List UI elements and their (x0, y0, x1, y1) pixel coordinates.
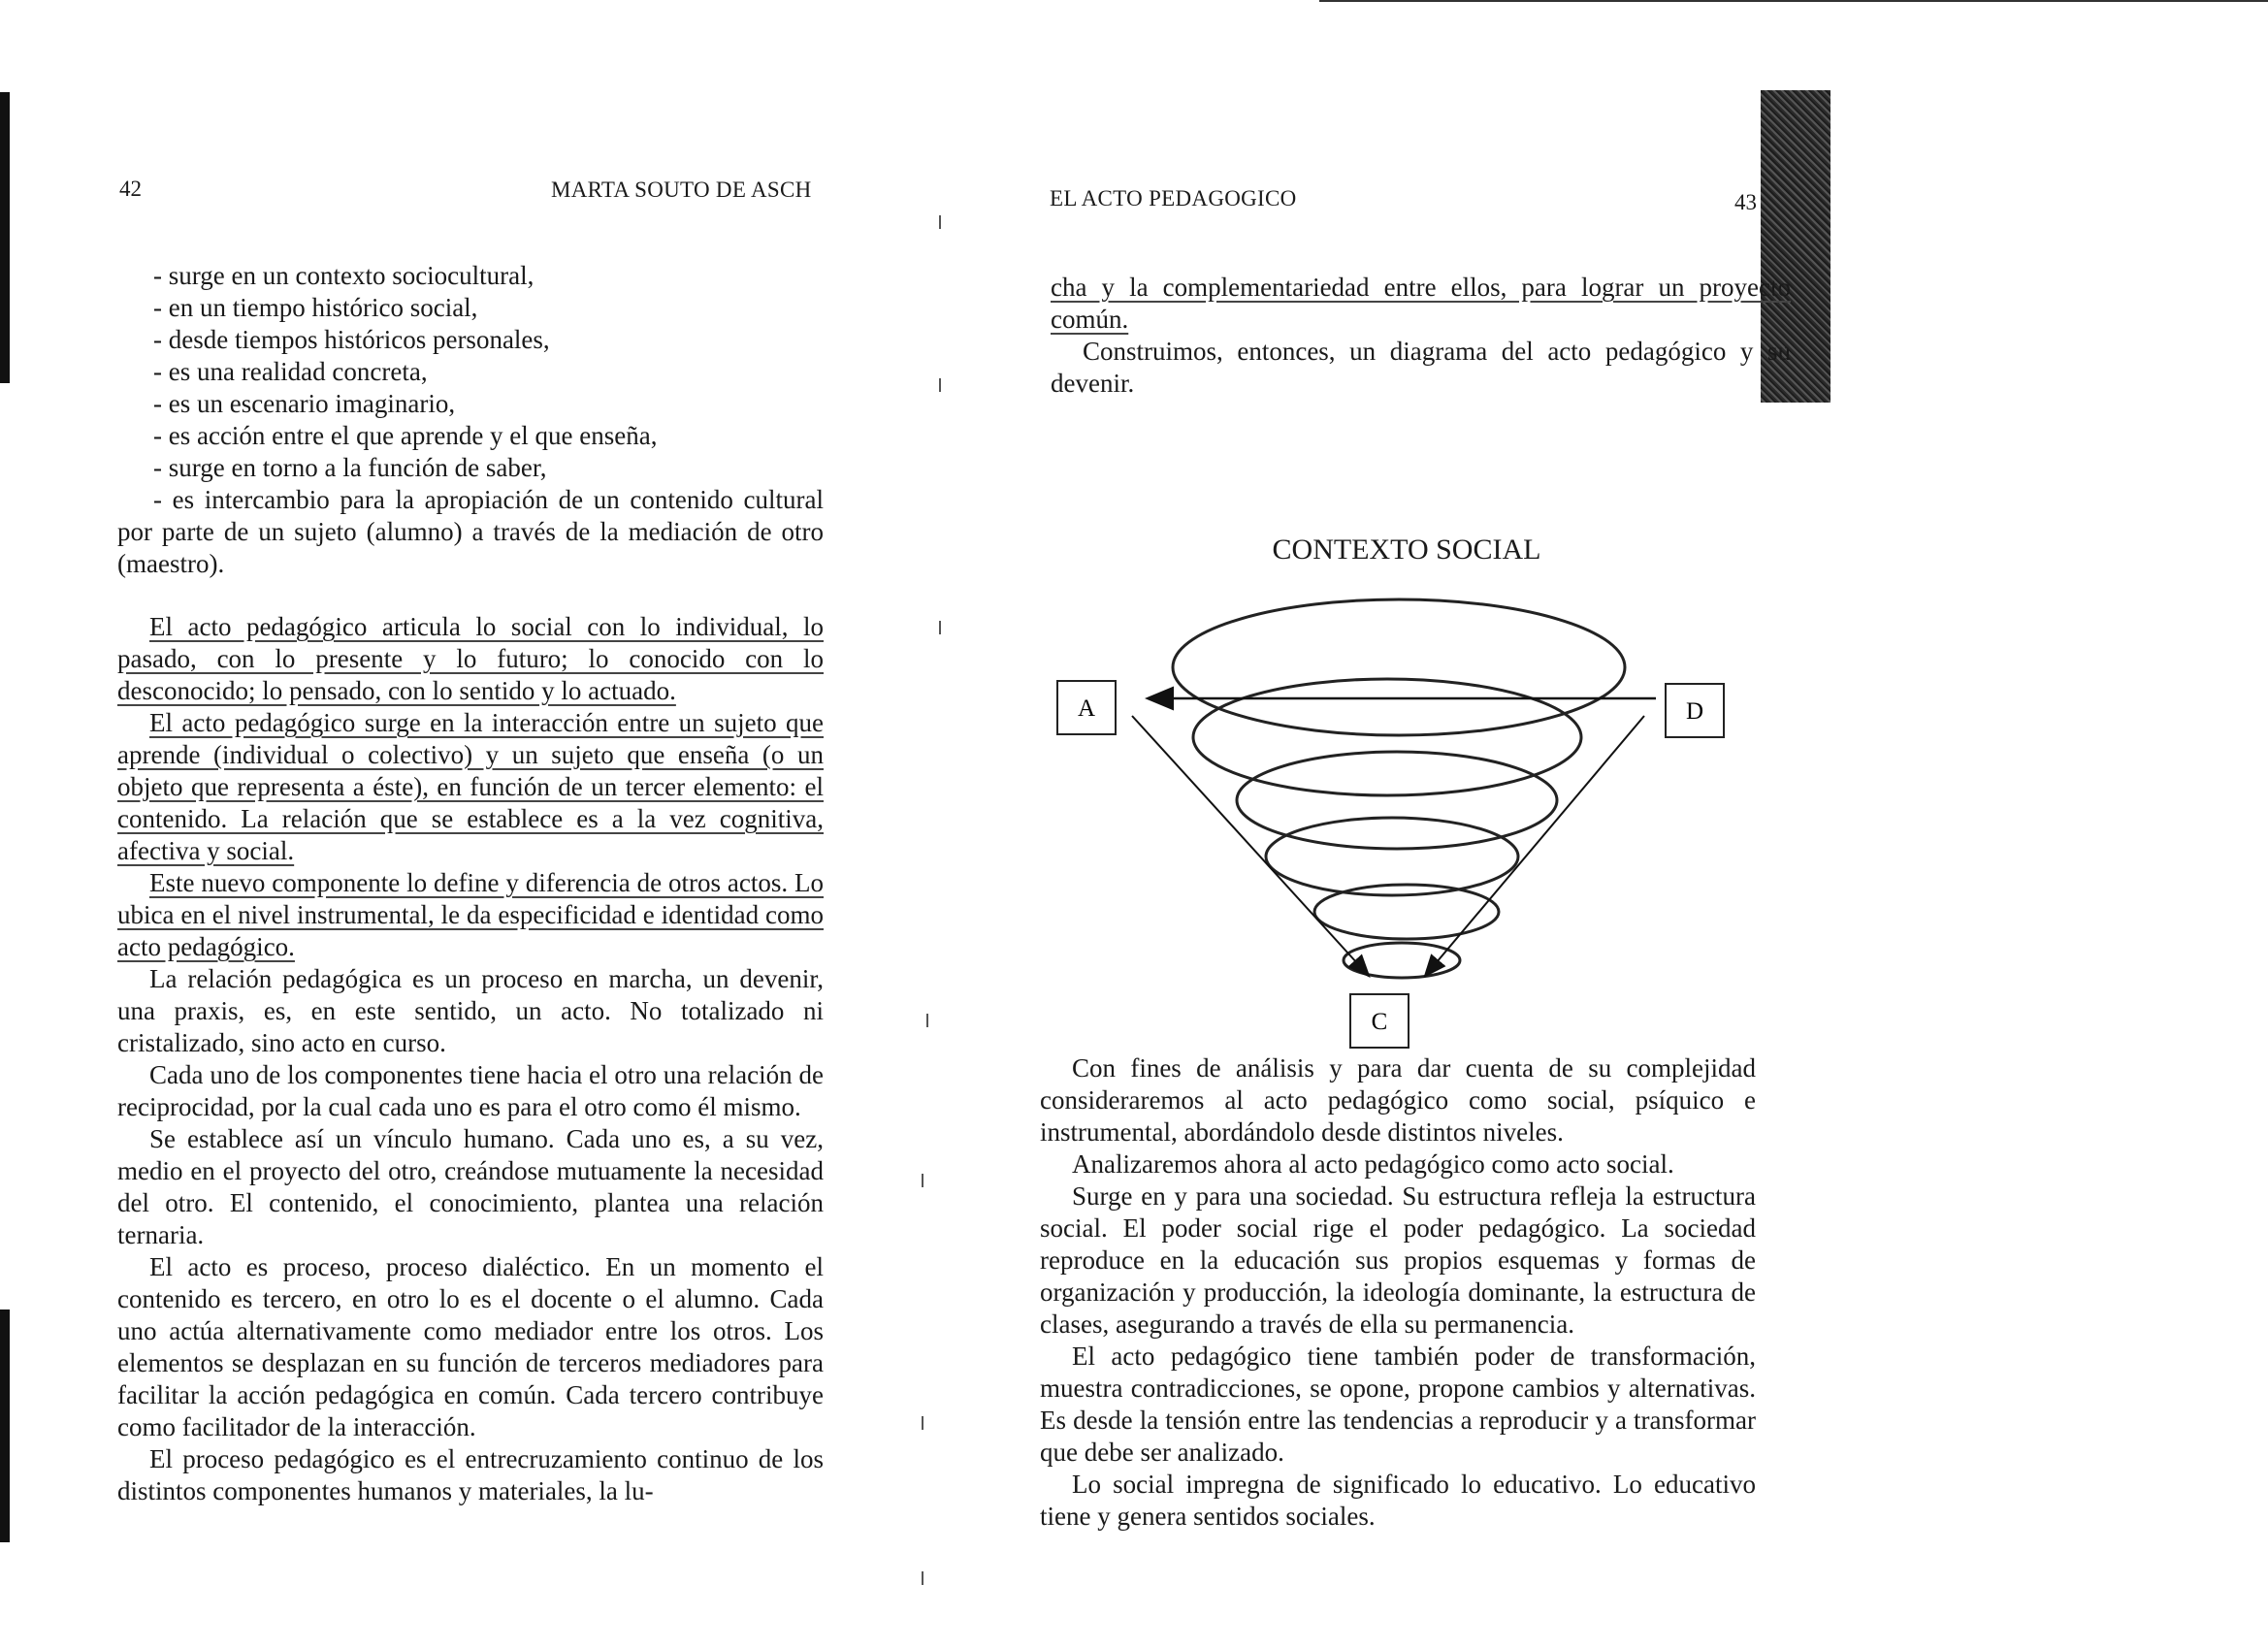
gutter-mark (939, 621, 941, 634)
paragraph: Con fines de análisis y para dar cuenta de su complejidad consideraremos al acto pedagógico como social, psíquico e instrumental, abordándolo desde distintos niveles. (1040, 1053, 1756, 1147)
left-page (0, 0, 931, 1649)
paragraph: Se establece así un vínculo humano. Cada uno es, a su vez, medio en el proyecto del otro, creándose mutuamente la necesidad del otro. El contenido, el conocimiento, plantea una relación ternaria. (117, 1124, 824, 1249)
gutter-mark (939, 378, 941, 392)
page-number: 42 (119, 177, 142, 201)
box-d-label: D (1685, 698, 1704, 725)
running-head: MARTA SOUTO DE ASCH (551, 178, 812, 202)
paragraph: El proceso pedagógico es el entrecruzamiento continuo de los distintos componentes humanos y materiales, la lu- (117, 1444, 824, 1505)
list-item: - es una realidad concreta, (153, 357, 428, 386)
paragraph: Construimos, entonces, un diagrama del acto pedagógico y su devenir. (1051, 337, 1791, 398)
paragraph: El acto es proceso, proceso dialéctico. En un momento el contenido es tercero, en otro lo es el docente o el alumno. Cada uno actúa alternativamente como mediador entre los otros. Los elementos se desplazan en su función de terceros mediadores para facilitar la acción pedagógica en común. Cada tercero contribuye como facilitador de la interacción. (117, 1252, 824, 1441)
paragraph: El acto pedagógico articula lo social con lo individual, lo pasado, con lo presente y lo futuro; lo conocido con lo desconocido; lo pensado, con lo sentido y lo actuado. (117, 612, 824, 705)
list-item: - desde tiempos históricos personales, (153, 325, 550, 354)
list-item: - es un escenario imaginario, (153, 389, 456, 418)
paragraph: El acto pedagógico tiene también poder de transformación, muestra contradicciones, se opone, propone cambios y alternativas. Es desde la tensión entre las tendencias a reproducir y a transformar que debe ser analizado. (1040, 1342, 1756, 1467)
left-body-text (117, 260, 824, 1507)
paragraph: - es intercambio para la apropiación de un contenido cultural por parte de un sujeto (alumno) a través de la mediación de otro (maestro). (117, 485, 824, 578)
list-item: - en un tiempo histórico social, (153, 293, 478, 322)
diagram-title: CONTEXTO SOCIAL (1272, 534, 1541, 566)
right-body-text-bottom (1040, 1052, 1756, 1533)
right-body-text-top (1051, 272, 1791, 400)
paragraph: cha y la complementariedad entre ellos, para lograr un proyecto común. (1051, 273, 1791, 334)
paragraph: Surge en y para una sociedad. Su estructura refleja la estructura social. El poder social rige el poder pedagógico. La sociedad reproduce en la educación sus propios esquemas y formas de organización y producción, la ideología dominante, la estructura de clases, asegurando a través de ella su permanencia. (1040, 1181, 1756, 1339)
list-item: - surge en torno a la función de saber, (153, 453, 547, 482)
bullet-list (117, 260, 824, 484)
page-number: 43 (1734, 190, 1757, 214)
paragraph: Lo social impregna de significado lo educativo. Lo educativo tiene y genera sentidos sociales. (1040, 1470, 1756, 1531)
running-head: EL ACTO PEDAGOGICO (1050, 186, 1297, 210)
acto-pedagogico-diagram (1053, 582, 1732, 1057)
paragraph: La relación pedagógica es un proceso en marcha, un devenir, una praxis, es, en este sentido, un acto. No totalizado ni cristalizado, sino acto en curso. (117, 964, 824, 1057)
box-c (1350, 994, 1409, 1048)
list-item: - es acción entre el que aprende y el que enseña, (153, 421, 658, 450)
gutter-mark (939, 215, 941, 229)
list-item: - surge en un contexto sociocultural, (153, 261, 535, 290)
box-a (1057, 681, 1116, 734)
paragraph: Cada uno de los componentes tiene hacia el otro una relación de reciprocidad, por la cual cada uno es para el otro como él mismo. (117, 1060, 824, 1121)
paragraph: Este nuevo componente lo define y diferencia de otros actos. Lo ubica en el nivel instrumental, le da especificidad e identidad como acto pedagógico. (117, 868, 824, 961)
box-c-label: C (1371, 1009, 1388, 1035)
box-a-label: A (1077, 695, 1096, 722)
paragraph: Analizaremos ahora al acto pedagógico como acto social. (1072, 1149, 1674, 1179)
spiral (1173, 599, 1625, 978)
paragraph: El acto pedagógico surge en la interacción entre un sujeto que aprende (individual o colectivo) y un sujeto que enseña (o un objeto que representa a éste), en función de un tercer elemento: el contenido. La relación que se establece es a la vez cognitiva, afectiva y social. (117, 708, 824, 865)
box-d (1666, 684, 1724, 737)
